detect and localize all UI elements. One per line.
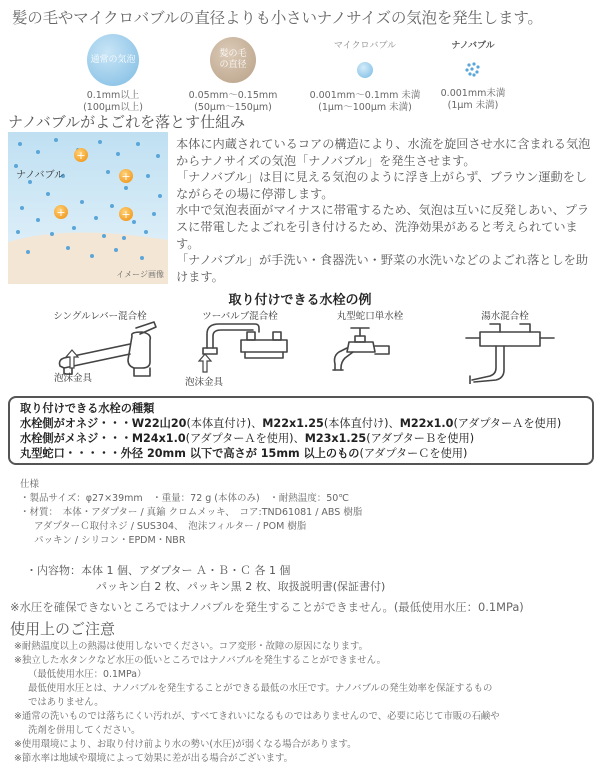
callout-aerator-1: 泡沫金具 [54,373,93,384]
faucet-examples-title: 取り付けできる水栓の例 [228,293,372,308]
compatible-faucets-box [8,396,594,465]
specs-line: ・製品サイズ：φ27×39mm ・重量：72 g (本体のみ) ・耐熱温度：50℃ [20,493,349,504]
callout-aerator-2: 泡沫金具 [185,377,224,388]
svg-text:+: + [56,206,66,219]
headline: 髪の毛やマイクロバブルの直径よりも小さいナノサイズの気泡を発生します。 [12,9,543,27]
caution-note: ※耐熱温度以上の熱湯は使用しないでください。コア変形・故障の原因になります。 [14,641,368,652]
spec-row-female-thread [20,431,582,446]
specs-line: アダプターＣ取付ネジ / SUS304、 泡沫フィルター / POM 樹脂 [34,521,307,532]
normal-bubble-label: 通常の気泡 [90,55,136,65]
round-faucet-icon [325,318,395,380]
description-paragraph: 水中で気泡表面がマイナスに帯電するため、気泡は互いに反発しあい、プラスに帯電したよごれを引き付けるため、洗浄効果があると考えられています。 [176,203,590,251]
nanobubble-label: ナノバブル [451,41,495,51]
caution-note: ※節水率は地域や環境によって効果に差が出る場合がございます。 [14,753,293,764]
thread-m23: M23x1.25 [304,432,367,445]
thread-note: (アダプターＢを使用) [366,432,475,445]
normal-bubble-range: 0.1mm以上 [86,90,140,101]
hair-circle [210,37,256,83]
microbubble-circle [357,62,373,78]
caution-note: ではありません。 [28,697,104,708]
hot-cold-faucet-icon [460,318,560,384]
mechanism-title: ナノバブルがよごれを落とす仕組み [8,113,246,131]
nanobubble-range: 0.001mm未満 [440,88,506,99]
spec-row-label: 水栓側がメネジ・・・ [20,432,132,445]
thread-note: (アダプターＣを使用) [359,447,468,460]
caution-note: ※通常の洗いものでは落ちにくい汚れが、すべてきれいになるものではありませんので、必要に応じて市販の石鹸や [14,711,500,722]
description-paragraph: 「ナノバブル」が手洗い・食器洗い・野菜の水洗いなどのよごれ落としを助けます。 [176,253,589,284]
faucet-name-two-valve: ツーバルブ混合栓 [202,311,278,322]
thread-w22: W22山20 [131,417,187,430]
round-faucet-requirement: 外径 20mm 以下で高さが 15mm 以上のもの [120,447,360,460]
svg-text:+: + [76,149,86,162]
microbubble-range: 0.001mm〜0.1mm 未満 [309,90,421,101]
normal-bubble-range-um: (100μm以上) [83,102,143,113]
contents-line: パッキン白 2 枚、パッキン黒 2 枚、取扱説明書(保証書付) [96,580,386,593]
arrow-up-icon [62,348,82,370]
specs-heading: 仕様 [20,479,40,490]
size-normal-bubble [58,34,168,114]
normal-bubble-circle [87,34,139,86]
thread-m22-10: M22x1.0 [399,417,454,430]
faucet-name-round: 丸型蛇口単水栓 [336,311,404,322]
faucet-name-hot-cold: 湯水混合栓 [481,311,529,322]
thread-m24: M24x1.0 [131,432,186,445]
hair-range-um: (50μm〜150μm) [194,102,272,113]
illustration-note: イメージ画像 [116,270,164,279]
spec-row-male-thread [20,416,582,431]
specs-line: パッキン / シリコン・EPDM・NBR [34,535,186,546]
arrow-up-icon [195,352,215,374]
caution-note: 最低使用水圧とは、ナノバブルを発生することができる最低の水圧です。ナノバブルの発生効率を保証するもの [28,683,493,694]
illustration-graphic [8,132,168,284]
svg-text:+: + [121,170,131,183]
microbubble-label: マイクロバブル [333,41,397,51]
svg-text:+: + [121,208,131,221]
nanobubble-illustration [8,132,168,284]
specs-line: ・材質： 本体・アダプター / 真鍮 クロムメッキ、 コア:TND61081 / ABS 樹脂 [20,507,363,518]
thread-note: (本体直付け)、 [186,417,263,430]
thread-note: (本体直付け)、 [323,417,400,430]
size-nanobubble [418,40,528,112]
usage-cautions-title: 使用上のご注意 [10,620,116,638]
faucet-name-single-lever: シングルレバー混合栓 [53,311,147,322]
nanobubble-dots-icon [463,60,483,80]
nanobubble-range-um: (1μm 未満) [447,100,499,111]
hair-range: 0.05mm〜0.15mm [188,90,278,101]
thread-note: (アダプターＡを使用) [453,417,562,430]
caution-note: （最低使用水圧：0.1MPa） [28,669,147,680]
caution-note: ※独立した水タンクなど水圧の低いところではナノバブルを発生することができません。 [14,655,386,666]
spec-row-round-faucet [20,446,582,461]
illustration-label: ナノバブル [16,170,65,181]
contents-line: ・内容物：本体 1 個、アダプター Ａ・Ｂ・Ｃ 各 1 個 [26,564,291,577]
size-hair [178,34,288,114]
spec-box-title: 取り付けできる水栓の種類 [20,402,155,415]
thread-note: (アダプターＡを使用)、 [185,432,305,445]
spec-row-label: 水栓側がオネジ・・・ [20,417,132,430]
caution-note: 洗剤を併用してください。 [28,725,141,736]
mechanism-description [176,136,594,285]
caution-note: ※使用環境により、お取り付け前より水の勢い(水圧)が弱くなる場合があります。 [14,739,357,750]
hair-label: 髪の毛の直径 [219,49,247,70]
description-paragraph: 本体に内蔵されているコアの構造により、水流を旋回させ水に含まれる気泡からナノサイズの気泡「ナノバブル」を発生させます。 [176,137,591,168]
water-pressure-note: ※水圧を確保できないところではナノバブルを発生することができません。(最低使用水圧：0.1MPa) [10,600,524,614]
size-microbubble [300,40,430,114]
spec-row-label: 丸型蛇口・・・・・ [20,447,121,460]
description-paragraph: 「ナノバブル」は目に見える気泡のように浮き上がらず、ブラウン運動をしながらその場に停滞します。 [176,170,588,201]
microbubble-range-um: (1μm〜100μm 未満) [318,102,412,113]
thread-m22-125: M22x1.25 [262,417,324,430]
